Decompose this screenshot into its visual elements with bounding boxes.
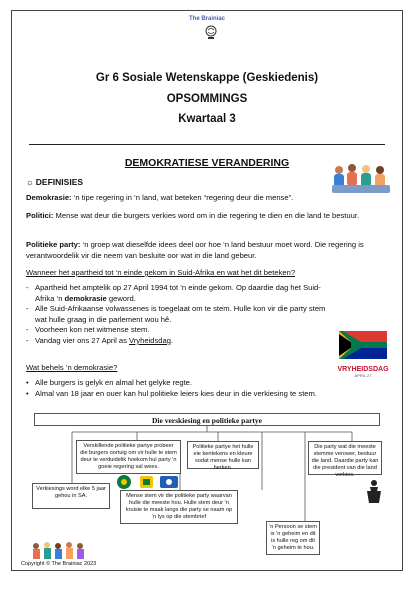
diagram-title: Die verskiesing en politieke partye [34,413,380,426]
title-type: OPSOMMINGS [166,93,248,105]
box-election-interval: Verkiesings word elke 5 jaar gehou in SA. [32,483,110,509]
section-title: DEMOKRATIESE VERANDERING [124,157,290,169]
box-how-to-vote: Mense stem vir die politieke party waarvan hulle die meeste hou. Hulle stem deur ‘n kruisie te maak langs die party se naam op ‘n lys op die stembrief [120,490,238,524]
box-party-symbols: Politieke partye het hulle eie kentekens en kleure sodat mense hulle kan herken. [187,441,259,469]
party-logos-icon [116,474,180,490]
crowd-icon [30,541,90,559]
copyright-footer: Copyright © The Brainiac 2023 [21,561,97,567]
list-item: - Voorheen kon net witmense stem. [26,325,336,336]
question-democracy: Wat behels ‘n demokrasie? [26,363,118,372]
list-item: - Vandag vier ons 27 April as Vryheidsdag. [26,336,336,347]
definition-politicians: Politici: Mense wat deur die burgers verkies word om in die regering te dien en die land te bestuur. [26,211,360,220]
speaker-podium-icon [364,479,384,503]
box-secret-ballot: ‘n Persoon se stem is ‘n geheim en dit is hulle reg om dit ‘n geheim te hou. [266,521,320,555]
title-term: Kwartaal 3 [178,113,236,125]
definitions-heading: ☼ DEFINISIES [26,177,84,187]
freedom-day-caption: VRYHEIDSDAG [337,366,389,373]
title-subject: Gr 6 Sosiale Wetenskappe (Geskiedenis) [95,72,319,84]
list-item: • Alle burgers is gelyk en almal het gelyke regte. [26,378,396,389]
box-parties-convince: Verskillende politieke partye probeer die burgers oortuig om vir hulle te stem deur te verduidelik hoekom hul party ‘n goeie regering sal wees. [76,440,181,474]
freedom-day-date: APRIL 27 [354,373,372,378]
question-apartheid: Wanneer het apartheid tot ‘n einde gekom in Suid-Afrika en wat het dit beteken? [26,268,296,277]
worksheet-page [11,10,403,571]
list-item: - Alle Suid-Afrikaanse volwassenes is toegelaat om te stem. Hulle kon vir die party stem wat hulle graag in die parlement wou hê. [26,304,336,325]
list-item: • Almal van 18 jaar en ouer kan hul politieke leiers kies deur in die verkiesing te stem. [26,389,396,400]
box-majority-president: Die party wat die meeste stemme verower, bestuur die land. Daardie party kan die president van die land verkies. [308,441,382,475]
definition-political-party: Politieke party: ‘n groep wat dieselfde idees deel oor hoe ‘n land bestuur moet word. Die regering is verantwoordelik vir die neem van besluite oor wat in die land gebeur. [26,240,364,260]
sun-icon: ☼ [26,177,34,187]
brand-name: The Brainiac [188,16,225,22]
definition-democracy: Demokrasie: ‘n tipe regering in ‘n land, wat beteken “regering deur die mense”. [26,193,294,202]
list-item: - Apartheid het amptelik op 27 April 1994 tot ‘n einde gekom. Op daardie dag het Suid-Afrika ‘n demokrasie geword. [26,283,336,304]
